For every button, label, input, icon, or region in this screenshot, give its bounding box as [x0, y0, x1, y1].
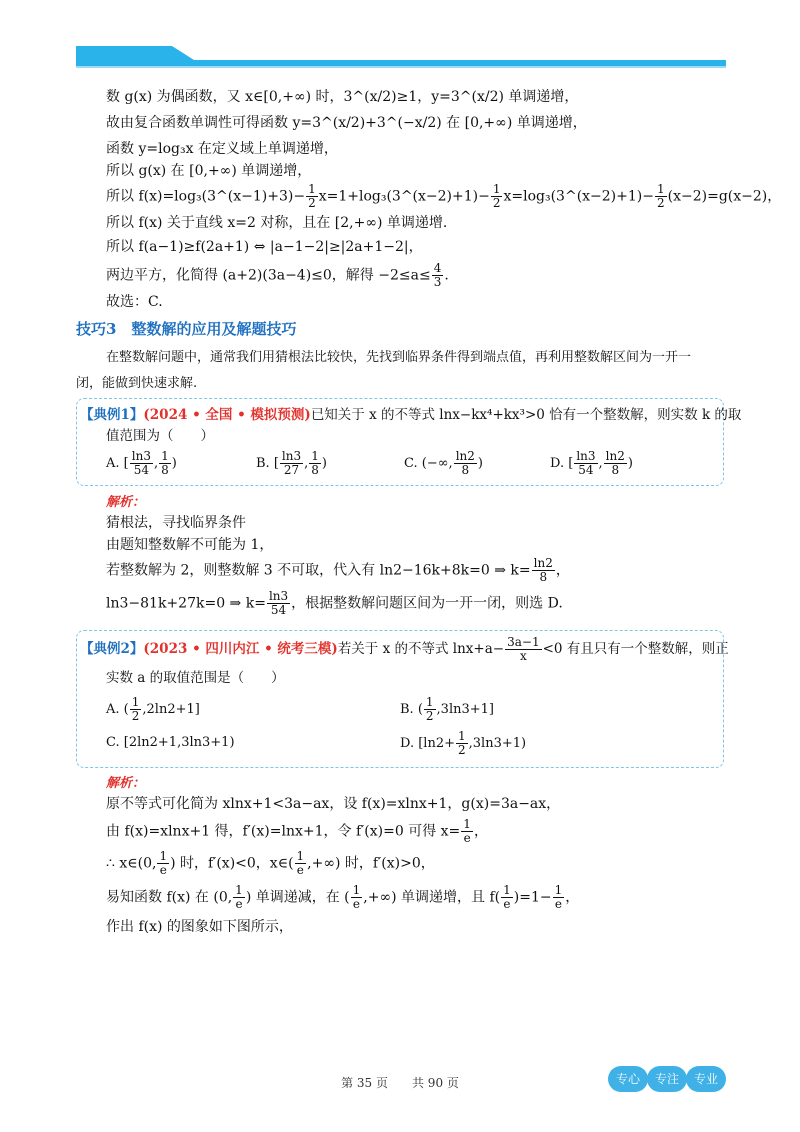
- fraction: $\frac{\ln 2}{8}$: [533, 556, 553, 584]
- section-intro-line-1: 在整数解问题中，通常我们用猜根法比较快，先找到临界条件得到端点值，再利用整数解区间为一开一: [106, 350, 692, 365]
- fraction-half: $\frac{1}{2}$: [492, 182, 501, 210]
- solution-line-5: 所以 f(x)=log₃(3^(x−1)+3)− $\frac{1}{2}$ x=1+log₃(3^(x−2)+1)− $\frac{1}{2}$ x=log₃(3^(x−2)+1)− $\frac{1}{2}$ (x−2)=g(x−2)，: [106, 182, 782, 210]
- solution-line-4: 所以 g(x) 在 [0,+∞) 单调递增，: [106, 163, 312, 179]
- analysis-2-line-1: 原不等式可化简为 xlnx+1<3a−ax，设 f(x)=xlnx+1，g(x)=3a−ax，: [106, 796, 561, 812]
- example-1-option-a[interactable]: A. [ $\frac{\ln 3}{54}$ , $\frac{1}{8}$ ): [106, 449, 177, 477]
- analysis-2-line-4: 易知函数 f(x) 在 (0, $\frac{1}{e}$ ) 单调递减，在 ( $\frac{1}{e}$ ,+∞) 单调递增，且 f( $\frac{1}{e}$ )=1− $\frac{1}{e}$ ，: [106, 883, 580, 911]
- fraction-one-over-e: $\frac{1}{e}$: [463, 817, 471, 845]
- example-1-stem-line-2: 值范围为（ ）: [106, 428, 214, 444]
- analysis-2-line-3: ∴ x∈(0, $\frac{1}{e}$ ) 时，f′(x)<0，x∈( $\frac{1}{e}$ ,+∞) 时，f′(x)>0，: [106, 849, 435, 877]
- section-intro-line-2: 闭，能做到快速求解.: [76, 376, 198, 391]
- header-bar: [76, 46, 726, 70]
- solution-line-1: 数 g(x) 为偶函数，又 x∈[0,+∞) 时，3^(x/2)≥1，y=3^(x/2) 单调递增，: [106, 89, 579, 105]
- example-2-option-c[interactable]: C. [2ln2+1,3ln3+1): [106, 735, 235, 750]
- example-1-option-c[interactable]: C. (−∞, $\frac{\ln 2}{8}$ ): [404, 449, 483, 477]
- analysis-label: 解析：: [106, 776, 146, 791]
- analysis-1-line-2: 由题知整数解不可能为 1，: [106, 537, 274, 553]
- solution-line-6: 所以 f(x) 关于直线 x=2 对称，且在 [2,+∞) 单调递增.: [106, 215, 448, 231]
- example-1-stem-line-1: 【典例1】(2024 • 全国 • 模拟预测)已知关于 x 的不等式 lnx−kx⁴+kx³>0 恰有一个整数解，则实数 k 的取: [80, 407, 742, 423]
- solution-line-3: 函数 y=log₃x 在定义域上单调递增，: [106, 141, 338, 157]
- example-2-stem-line-2: 实数 a 的取值范围是（ ）: [106, 670, 285, 686]
- page-number: 第 35 页 共 90 页: [341, 1076, 459, 1090]
- fraction: $\frac{3a-1}{x}$: [507, 635, 540, 663]
- badge-zhuanxin: 专心: [608, 1066, 648, 1092]
- fraction-four-thirds: $\frac{4}{3}$: [433, 261, 442, 289]
- solution-line-8: 两边平方，化简得 (a+2)(3a−4)≤0，解得 −2≤a≤ $\frac{4}{3}$ .: [106, 261, 449, 289]
- example-1-option-d[interactable]: D. [ $\frac{\ln 3}{54}$ , $\frac{\ln 2}{8}$ ): [550, 449, 633, 477]
- example-source: (2024 • 全国 • 模拟预测): [143, 407, 311, 423]
- example-1-option-b[interactable]: B. [ $\frac{\ln 3}{27}$ , $\frac{1}{8}$ ): [256, 449, 327, 477]
- example-2-stem-line-1: 【典例2】(2023 • 四川内江 • 统考三模)若关于 x 的不等式 lnx+a− $\frac{3a-1}{x}$ <0 有且只有一个整数解，则正: [80, 635, 729, 663]
- section-title: 技巧3 整数解的应用及解题技巧: [76, 320, 297, 338]
- example-tag: 【典例1】: [80, 407, 144, 423]
- solution-line-9: 故选：C.: [106, 294, 163, 310]
- solution-line-2: 故由复合函数单调性可得函数 y=3^(x/2)+3^(−x/2) 在 [0,+∞) 单调递增，: [106, 115, 587, 131]
- badge-zhuanzhu: 专注: [647, 1066, 687, 1092]
- solution-line-7: 所以 f(a−1)≥f(2a+1) ⇔ |a−1−2|≥|2a+1−2|，: [106, 239, 423, 255]
- example-source: (2023 • 四川内江 • 统考三模): [143, 641, 338, 657]
- analysis-1-line-4: ln3−81k+27k=0 ⇒ k= $\frac{\ln 3}{54}$ ，根据整数解问题区间为一开一闭，则选 D.: [106, 589, 563, 617]
- analysis-2-line-5: 作出 f(x) 的图象如下图所示，: [106, 919, 293, 935]
- analysis-2-line-2: 由 f(x)=xlnx+1 得，f′(x)=lnx+1，令 f′(x)=0 可得 x= $\frac{1}{e}$ ，: [106, 817, 488, 845]
- example-2-option-d[interactable]: D. [ln2+ $\frac{1}{2}$ ,3ln3+1): [400, 729, 527, 757]
- fraction: $\frac{\ln 3}{54}$: [268, 589, 289, 617]
- analysis-1-line-3: 若整数解为 2，则整数解 3 不可取，代入有 ln2−16k+8k=0 ⇒ k= $\frac{\ln 2}{8}$ ，: [106, 556, 570, 584]
- fraction-half: $\frac{1}{2}$: [308, 182, 316, 210]
- analysis-label: 解析：: [106, 495, 146, 510]
- example-2-option-b[interactable]: B. ( $\frac{1}{2}$ ,3ln3+1]: [400, 695, 494, 723]
- analysis-1-line-1: 猜根法，寻找临界条件: [106, 515, 246, 531]
- example-tag: 【典例2】: [80, 641, 144, 657]
- fraction-half: $\frac{1}{2}$: [656, 182, 665, 210]
- example-2-option-a[interactable]: A. ( $\frac{1}{2}$ ,2ln2+1]: [106, 695, 200, 723]
- badge-zhuanye: 专业: [686, 1066, 726, 1092]
